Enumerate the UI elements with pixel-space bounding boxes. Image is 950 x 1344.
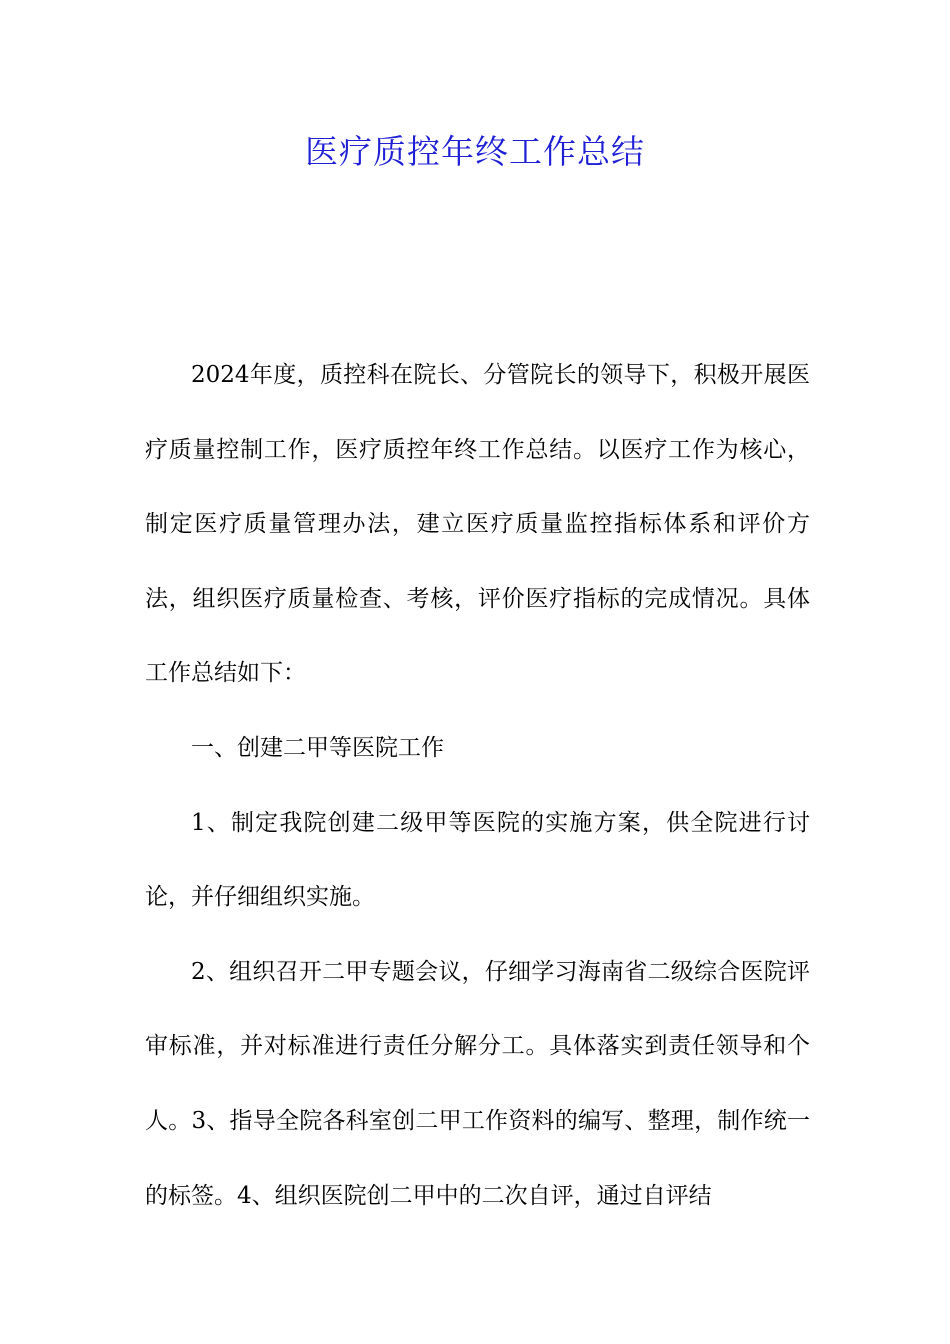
paragraph-intro: 2024年度，质控科在院长、分管院长的领导下，积极开展医疗质量控制工作，医疗质控年终工作总结。以医疗工作为核心，制定医疗质量管理办法，建立医疗质量监控指标体系和评价方法，组织医疗质量检查、考核，评价医疗指标的完成情况。具体工作总结如下： (145, 362, 810, 687)
paragraph-item-1: 1、制定我院创建二级甲等医院的实施方案，供全院进行讨论，并仔细组织实施。 (145, 809, 810, 911)
paragraph-item-2: 2、组织召开二甲专题会议，仔细学习海南省二级综合医院评审标准，并对标准进行责任分解分工。具体落实到责任领导和个人。3、指导全院各科室创二甲工作资料的编写、整理，制作统一的标签。4、组织医院创二甲中的二次自评，通过自评结 (145, 958, 810, 1209)
document-body (145, 338, 810, 1233)
section-heading-1: 一、创建二甲等医院工作 (191, 734, 444, 761)
document-title: 医疗质控年终工作总结 (305, 132, 645, 171)
